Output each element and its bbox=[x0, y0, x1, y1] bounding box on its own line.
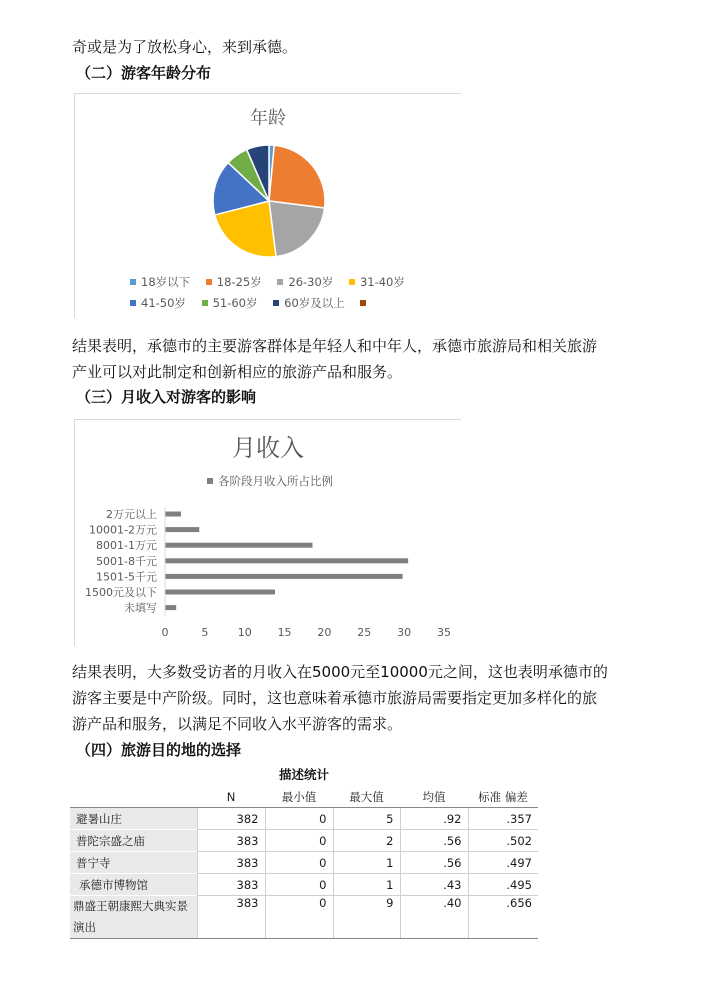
descriptive-stats-table bbox=[70, 786, 538, 939]
cell-max: 1 bbox=[333, 874, 400, 896]
table-header-row bbox=[70, 786, 538, 808]
heading-income: （三）月收入对游客的影响 bbox=[76, 388, 257, 406]
cell-std: .497 bbox=[468, 852, 538, 874]
x-tick-label: 10 bbox=[237, 626, 252, 639]
cell-mean: .40 bbox=[400, 896, 468, 939]
bar-未填写 bbox=[165, 605, 176, 610]
bar-1500元及以下 bbox=[165, 590, 275, 595]
cell-min: 0 bbox=[265, 874, 333, 896]
bar-5001-8千元 bbox=[165, 558, 408, 563]
table-row bbox=[70, 830, 538, 852]
column-header: 标准 偏差 bbox=[468, 786, 538, 808]
heading-destination: （四）旅游目的地的选择 bbox=[76, 741, 242, 759]
legend-label: 60岁及以上 bbox=[284, 296, 345, 310]
column-header: 最小值 bbox=[265, 786, 333, 808]
cell-max: 5 bbox=[333, 808, 400, 830]
row-label: 鼎盛王朝康熙大典实景演出 bbox=[70, 896, 197, 939]
cell-n: 383 bbox=[197, 896, 265, 939]
heading-age-distribution: （二）游客年龄分布 bbox=[76, 64, 212, 82]
legend-label: 51-60岁 bbox=[212, 296, 258, 310]
row-label: 承德市博物馆 bbox=[70, 874, 197, 896]
x-tick-label: 25 bbox=[357, 626, 372, 639]
legend-label: 26-30岁 bbox=[288, 275, 334, 289]
legend-swatch-icon bbox=[206, 279, 212, 285]
pie-slice-26-30岁 bbox=[269, 201, 325, 257]
age-chart-title: 年龄 bbox=[250, 108, 286, 129]
column-header: 均值 bbox=[400, 786, 468, 808]
legend-item bbox=[273, 295, 345, 311]
category-label: 1501-5千元 bbox=[96, 570, 157, 584]
legend-swatch-icon bbox=[202, 300, 208, 306]
cell-min: 0 bbox=[265, 896, 333, 939]
cell-mean: .56 bbox=[400, 830, 468, 852]
cell-min: 0 bbox=[265, 852, 333, 874]
cell-min: 0 bbox=[265, 808, 333, 830]
x-tick-label: 35 bbox=[437, 626, 451, 639]
legend-item bbox=[277, 274, 333, 290]
cell-std: .502 bbox=[468, 830, 538, 852]
cell-mean: .56 bbox=[400, 852, 468, 874]
age-legend-row-2 bbox=[130, 295, 383, 311]
cell-n: 382 bbox=[197, 808, 265, 830]
cell-std: .656 bbox=[468, 896, 538, 939]
category-label: 未填写 bbox=[124, 601, 157, 615]
legend-item bbox=[202, 295, 258, 311]
legend-label: 31-40岁 bbox=[359, 275, 405, 289]
bar-8001-1万元 bbox=[165, 543, 312, 548]
bar-2万元以上 bbox=[165, 512, 181, 517]
cell-n: 383 bbox=[197, 830, 265, 852]
age-pie-chart bbox=[74, 93, 461, 318]
table-row bbox=[70, 852, 538, 874]
income-chart-title: 月收入 bbox=[232, 434, 304, 462]
column-header: N bbox=[197, 786, 265, 808]
table-corner-cell bbox=[70, 786, 197, 808]
income-conclusion-line-3: 游产品和服务，以满足不同收入水平游客的需求。 bbox=[72, 715, 403, 733]
legend-swatch-icon bbox=[277, 279, 283, 285]
x-tick-label: 0 bbox=[161, 626, 169, 639]
category-label: 2万元以上 bbox=[106, 508, 157, 521]
cell-max: 9 bbox=[333, 896, 400, 939]
column-header: 最大值 bbox=[333, 786, 400, 808]
legend-label: 18-25岁 bbox=[216, 275, 262, 289]
cell-max: 1 bbox=[333, 852, 400, 874]
row-label: 普宁寺 bbox=[70, 852, 197, 874]
row-label: 避暑山庄 bbox=[70, 808, 197, 830]
cell-std: .357 bbox=[468, 808, 538, 830]
legend-item bbox=[349, 274, 405, 290]
row-label: 普陀宗盛之庙 bbox=[70, 830, 197, 852]
age-conclusion-line-1: 结果表明，承德市的主要游客群体是年轻人和中年人，承德市旅游局和相关旅游 bbox=[72, 337, 598, 355]
legend-swatch-icon bbox=[349, 279, 355, 285]
table-row bbox=[70, 808, 538, 830]
x-tick-label: 15 bbox=[277, 626, 292, 639]
legend-label: 各阶段月收入所占比例 bbox=[218, 474, 333, 488]
age-legend-row-1 bbox=[130, 274, 417, 290]
legend-swatch-icon bbox=[130, 300, 136, 306]
category-label: 1500元及以下 bbox=[85, 586, 157, 599]
legend-swatch-icon bbox=[273, 300, 279, 306]
cell-std: .495 bbox=[468, 874, 538, 896]
legend-label: 41-50岁 bbox=[141, 296, 186, 310]
cell-mean: .43 bbox=[400, 874, 468, 896]
cell-n: 383 bbox=[197, 874, 265, 896]
intro-paragraph-tail: 奇或是为了放松身心，来到承德。 bbox=[72, 38, 298, 56]
x-tick-label: 30 bbox=[397, 626, 412, 639]
pie-slice-18-25岁 bbox=[269, 145, 325, 208]
legend-swatch-icon bbox=[130, 279, 136, 285]
age-conclusion-line-2: 产业可以对此制定和创新相应的旅游产品和服务。 bbox=[72, 363, 403, 381]
legend-item bbox=[360, 296, 371, 310]
category-label: 5001-8千元 bbox=[96, 554, 157, 568]
category-label: 10001-2万元 bbox=[89, 523, 157, 537]
table-row bbox=[70, 896, 538, 939]
x-tick-label: 5 bbox=[201, 626, 209, 639]
income-bar-chart bbox=[74, 419, 461, 646]
x-tick-label: 20 bbox=[317, 626, 332, 639]
cell-min: 0 bbox=[265, 830, 333, 852]
stats-table-title: 描述统计 bbox=[278, 767, 329, 782]
table-row bbox=[70, 874, 538, 896]
cell-max: 2 bbox=[333, 830, 400, 852]
income-conclusion-line-2: 游客主要是中产阶级。同时，这也意味着承德市旅游局需要指定更加多样化的旅 bbox=[72, 689, 598, 707]
income-bar-svg bbox=[75, 420, 461, 646]
legend-label: 18岁以下 bbox=[141, 275, 191, 289]
category-label: 8001-1万元 bbox=[96, 539, 157, 553]
legend-item bbox=[130, 295, 186, 311]
income-conclusion-line-1: 结果表明，大多数受访者的月收入在5000元至10000元之间，这也表明承德市的 bbox=[72, 663, 608, 681]
cell-mean: .92 bbox=[400, 808, 468, 830]
bar-1501-5千元 bbox=[165, 574, 403, 579]
cell-n: 383 bbox=[197, 852, 265, 874]
legend-swatch-icon bbox=[360, 300, 366, 306]
bar-10001-2万元 bbox=[165, 527, 199, 532]
legend-item bbox=[130, 274, 190, 290]
legend-item bbox=[206, 274, 262, 290]
